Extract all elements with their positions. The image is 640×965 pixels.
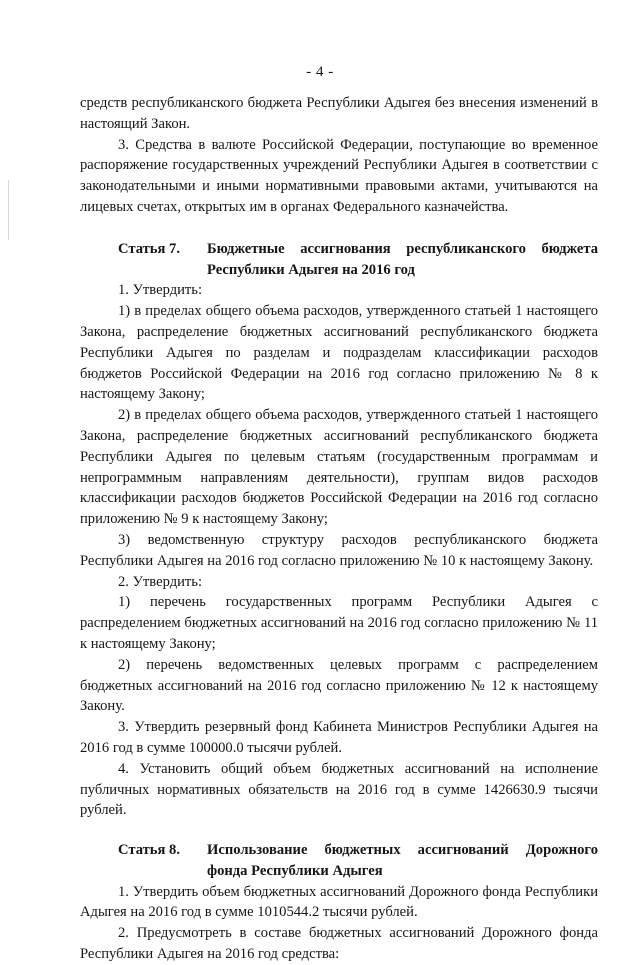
article-8-item: 2. Предусмотреть в составе бюджетных ассигнований Дорожного фонда Республики Адыгея на 2016 год средства:	[80, 925, 598, 963]
article-7-item: 1. Утвердить:	[118, 282, 203, 299]
page-number: - 4 -	[306, 64, 334, 80]
article-7-item: 2) в пределах общего объема расходов, утвержденного статьей 1 настоящего Закона, распределение бюджетных ассигнований республиканского бюджета Республики Адыгея по целевым статьям (государственным программам и непрограммным направлениям деятельности), группам видов расходов классификации расходов бюджетов Российской Федерации на 2016 год согласно приложению № 9 к настоящему Закону;	[80, 407, 598, 528]
scan-margin-mark	[8, 180, 9, 240]
article-7-title: Бюджетные ассигнования республиканского бюджета Республики Адыгея на 2016 год	[207, 240, 598, 278]
article-7-item: 2) перечень ведомственных целевых программ с распределением бюджетных ассигнований на 2016 год согласно приложению № 12 к настоящему Закону.	[80, 656, 598, 715]
article-8-title: Использование бюджетных ассигнований Дорожного фонда Республики Адыгея	[207, 842, 598, 879]
article-8-item: 1. Утвердить объем бюджетных ассигнований Дорожного фонда Республики Адыгея на 2016 год в сумме 1010544.2 тысячи рублей.	[80, 883, 598, 921]
article-8-label: Статья 8.	[118, 842, 180, 859]
article-7-item: 1) перечень государственных программ Республики Адыгея с распределением бюджетных ассигнований на 2016 год согласно приложению № 11 к настоящему Закону;	[80, 594, 598, 652]
article-7-item: 3. Утвердить резервный фонд Кабинета Министров Республики Адыгея на 2016 год в сумме 100000.0 тысячи рублей.	[80, 719, 598, 756]
paragraph-foreign-currency: 3. Средства в валюте Российской Федерации, поступающие во временное распоряжение государственных учреждений Республики Адыгея в соответствии с законодательными и иными нормативными правовыми актами, учитываются на лицевых счетах, открытых им в органах Федерального казначейства.	[80, 136, 598, 215]
article-8-heading	[80, 840, 598, 882]
document-body	[80, 93, 598, 965]
section-spacer	[80, 821, 598, 840]
paragraph-continued: средств республиканского бюджета Республики Адыгея без внесения изменений в настоящий Закон.	[80, 95, 598, 132]
article-7-item: 2. Утвердить:	[118, 573, 203, 590]
article-7-heading	[80, 239, 598, 281]
article-7-label: Статья 7.	[118, 240, 180, 257]
article-7-item: 4. Установить общий объем бюджетных ассигнований на исполнение публичных нормативных обязательств на 2016 год в сумме 1426630.9 тысячи рублей.	[80, 760, 598, 819]
article-7-item: 1) в пределах общего объема расходов, утвержденного статьей 1 настоящего Закона, распределение бюджетных ассигнований республиканского бюджета Республики Адыгея по разделам и подразделам классификации расходов бюджетов Российской Федерации на 2016 год согласно приложению № 8 к настоящему Закону;	[80, 303, 598, 403]
article-7-item: 3) ведомственную структуру расходов республиканского бюджета Республики Адыгея на 2016 год согласно приложению № 10 к настоящему Закону.	[80, 531, 598, 569]
